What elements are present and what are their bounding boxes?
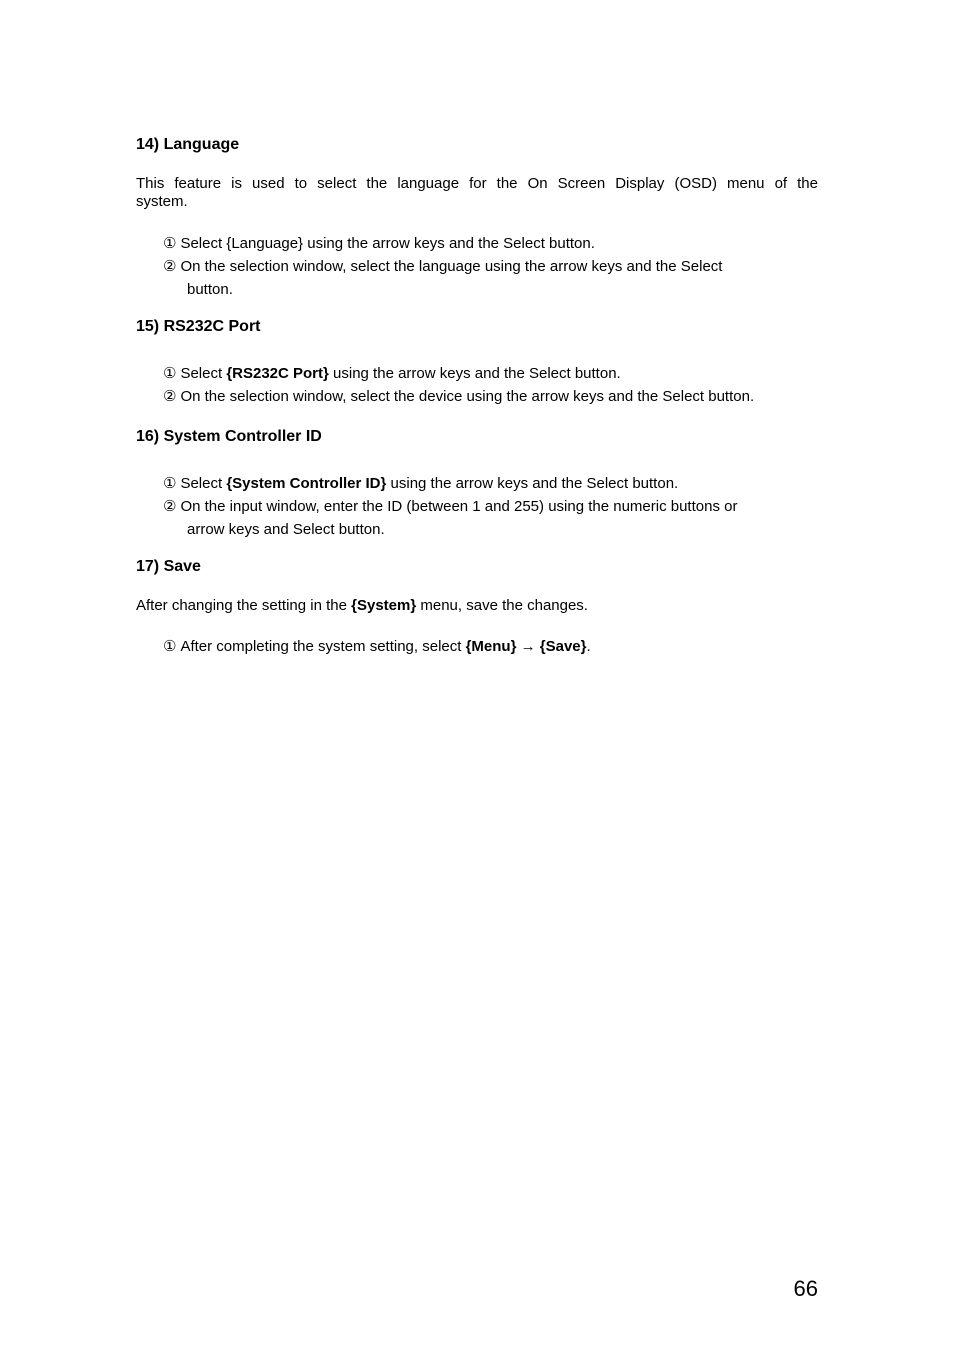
step-bold-term: {System Controller ID} [226,475,387,492]
step-text: On the input window, enter the ID (between 1 and 255) using the numeric buttons or [180,498,738,515]
step-item [163,365,621,383]
step-continuation: arrow keys and Select button. [187,521,385,538]
intro-bold-term: {System} [351,597,417,614]
step-number: ① [163,365,177,382]
section-intro-line2: system. [136,193,188,210]
step-text-tail: . [586,638,591,655]
section-intro [136,597,588,615]
step-number: ② [163,258,177,275]
section-intro-line1: This feature is used to select the language for the On Screen Display (OSD) menu of the [136,175,818,192]
step-item [163,475,678,493]
step-text: Select [180,475,227,492]
step-item [163,638,591,656]
step-text: On the selection window, select the device using the arrow keys and the Select button. [180,388,755,405]
section-heading-language: 14) Language [136,136,240,153]
intro-text: After changing the setting in the [136,597,352,614]
step-bold-term: {Menu} [465,638,517,655]
step-number: ① [163,235,177,252]
section-heading-save: 17) Save [136,558,201,575]
step-continuation: button. [187,281,233,298]
step-item [163,388,754,406]
intro-text-tail: menu, save the changes. [416,597,588,614]
step-number: ② [163,388,177,405]
step-text: After completing the system setting, select [180,638,466,655]
step-text: Select {Language} using the arrow keys and the Select button. [180,235,595,252]
step-number: ② [163,498,177,515]
step-text-tail: using the arrow keys and the Select button. [386,475,679,492]
step-text: On the selection window, select the language using the arrow keys and the Select [180,258,723,275]
step-bold-term: {RS232C Port} [226,365,329,382]
step-bold-term-2: {Save} [539,638,587,655]
step-text-tail: using the arrow keys and the Select button. [328,365,621,382]
step-number: ① [163,475,177,492]
step-number: ① [163,638,177,655]
page-number: 66 [793,1276,818,1301]
section-heading-system-controller-id: 16) System Controller ID [136,428,322,445]
step-text: Select [180,365,227,382]
section-heading-rs232c-port: 15) RS232C Port [136,318,261,335]
step-item [163,258,722,276]
step-item [163,235,595,253]
step-item [163,498,737,516]
arrow-icon: → [520,638,536,655]
